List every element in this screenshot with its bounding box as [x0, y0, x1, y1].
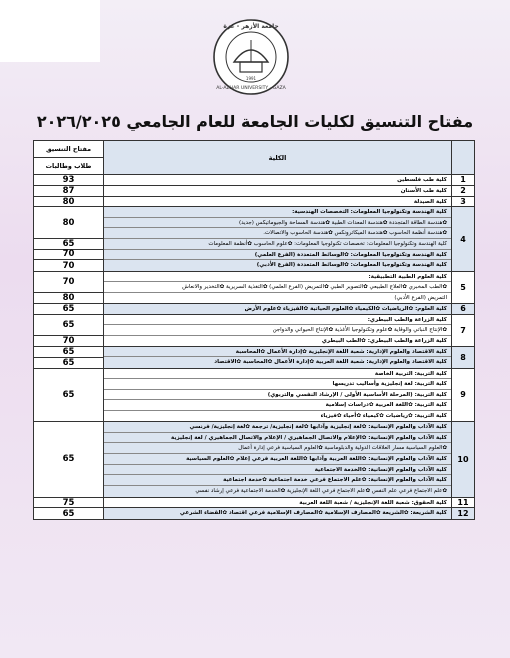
admission-table: [33, 140, 475, 520]
college-cell: [104, 272, 452, 303]
college-line: كلية العلوم الطبية التطبيقية:: [104, 272, 451, 282]
score-value: 70: [62, 260, 75, 271]
score-cell: [34, 186, 104, 196]
college-line: كلية الزراعة والطب البيطري: ✿الطب البيطري: [321, 337, 447, 344]
table-row: [34, 498, 474, 509]
college-line: كلية الاقتصاد والعلوم الإدارية: شعبة اللغة الإنجليزية ✿إدارة الأعمال ✿المحاسبة: [104, 347, 451, 357]
college-line: كلية طب فلسطين: [397, 177, 447, 183]
college-line: كلية الآداب والعلوم الإنسانية: ✿لغة إنجليزية وآدابها ✿لغة إنجليزية/ ترجمة ✿لغة إنجليزية/ فرنسي: [104, 422, 451, 433]
college-cell: [104, 422, 452, 496]
table-row: [34, 508, 474, 519]
table-row: [34, 347, 474, 369]
college-line: كلية العلوم: ✿الرياضيات ✿الكيمياء ✿العلوم الحياتية ✿الفيزياء ✿علوم الأرض: [244, 306, 447, 312]
college-cell: [104, 197, 452, 207]
college-cell: [104, 207, 452, 271]
college-line: كلية الهندسة وتكنولوجيا المعلومات: التخصصات الهندسية:: [104, 207, 451, 218]
score-cell: [34, 422, 104, 496]
row-number: 6: [452, 304, 474, 314]
score-value: 70: [34, 272, 103, 293]
header-college-title: الكلية: [104, 141, 452, 174]
college-cell: [104, 347, 452, 368]
college-line: ✿هندسة أنظمة الحاسوب ✿هندسة الميكاترونكس ✿هندسة الحاسوب والاتصالات.: [104, 228, 451, 239]
college-line: كلية الآداب والعلوم الإنسانية: ✿اللغة العربية وآدابها ✿اللغة العربية فرعي إعلام ✿العلوم السياسية: [104, 454, 451, 465]
page-title: مفتاح التنسيق لكليات الجامعة للعام الجامعي ٢٠٢٦/٢٠٢٥: [36, 112, 474, 131]
table-row: [34, 369, 474, 423]
score-value: 75: [62, 497, 75, 508]
score-value: 70: [62, 335, 75, 346]
college-line: كلية الهندسة وتكنولوجيا المعلومات: ✿الوسائط المتعددة (الفرع الأدبي): [256, 262, 447, 269]
college-line: كلية الآداب والعلوم الإنسانية: ✿الخدمة الاجتماعية: [104, 465, 451, 476]
college-line: كلية التربية: (المرحلة الأساسية الأولى / الإرشاد النفسي والتربوي): [104, 390, 451, 401]
college-cell: [104, 369, 452, 422]
row-number: 9: [460, 390, 466, 400]
college-line: كلية الهندسة وتكنولوجيا المعلومات: ✿الوسائط المتعددة (الفرع العلمي): [104, 250, 451, 261]
college-line: التمريض (الفرع الأدبي): [394, 294, 447, 301]
logo-year: 1991: [245, 76, 257, 81]
row-number: 4: [452, 207, 474, 271]
score-value: 93: [62, 175, 75, 185]
college-line: ✿هندسة الطاقة المتجددة ✿هندسة المعدات الطبية ✿هندسة المساحة والجيوماتيكس (جديد): [104, 218, 451, 229]
header-score-title: مفتاح التنسيق: [34, 141, 103, 158]
college-line: كلية الشريعة: ✿الشريعة ✿المصارف الإسلامية ✿المصارف الإسلامية فرعي اقتصاد ✿القضاء الشرعي: [179, 510, 447, 517]
score-value: 65: [62, 454, 75, 465]
score-value: 65: [62, 389, 75, 400]
corner-patch: [0, 0, 100, 62]
score-value: 87: [62, 185, 75, 196]
row-number: 5: [460, 282, 466, 292]
score-value: 65: [34, 239, 103, 250]
table-row: [34, 304, 474, 315]
score-cell: [34, 508, 104, 519]
college-line: كلية الآداب والعلوم الإنسانية: ✿علم الاجتماع فرعي خدمة اجتماعية ✿خدمة اجتماعية: [104, 475, 451, 486]
table-row: [34, 272, 474, 304]
row-number: 2: [460, 186, 466, 196]
table-row: [34, 422, 474, 497]
college-cell: [104, 508, 452, 519]
table-row: [34, 186, 474, 197]
score-value: 80: [34, 207, 103, 239]
header-score-subtitle: طلاب وطالبات: [45, 162, 92, 170]
college-cell: [104, 175, 452, 185]
logo-english-name: AL-AZHAR UNIVERSITY - GAZA: [216, 86, 286, 91]
college-line: ✿الطب المخبري ✿العلاج الطبيعي ✿التصوير الطبي ✿التمريض (الفرع العلمي) ✿التغذية السريرية ✿التخدير والانعاش: [104, 282, 451, 292]
logo-arabic-name: جامعة الأزهر - غزة: [223, 23, 279, 30]
college-line: كلية الحقوق: شعبة اللغة الإنجليزية / شعبة اللغة العربية: [299, 499, 447, 506]
university-logo: [212, 18, 290, 96]
college-line: كلية التربية: التربية الخاصة: [104, 369, 451, 380]
table-body: [34, 175, 474, 519]
college-cell: [104, 498, 452, 508]
score-cell: [34, 272, 104, 303]
row-number: 10: [452, 422, 474, 496]
score-value: 65: [62, 508, 75, 519]
college-line: كلية التربية: ✿اللغة العربية ✿دراسات إسلامية: [104, 400, 451, 411]
row-number: 7: [460, 325, 466, 335]
college-line: ✿الإنتاج النباتي والوقاية ✿علوم وتكنولوجيا الأغذية ✿الإنتاج الحيواني والدواجن: [104, 325, 451, 335]
college-cell: [104, 304, 452, 314]
table-row: [34, 175, 474, 186]
row-number: 12: [452, 508, 474, 519]
score-value: 80: [62, 196, 75, 207]
college-line: كلية الاقتصاد والعلوم الإدارية: شعبة اللغة العربية ✿إدارة الأعمال ✿المحاسبة ✿الاقتصاد: [214, 359, 447, 366]
row-number: 3: [460, 196, 466, 206]
college-line: كلية الآداب والعلوم الإنسانية: ✿الإعلام والاتصال الجماهيري / الإعلام والاتصال الجماهيري / لغة إنجليزية: [104, 433, 451, 444]
row-number: 1: [460, 175, 466, 185]
college-line: ✿العلوم السياسية مسار العلاقات الدولية والدبلوماسية ✿العلوم السياسية فرعي إدارة أعمال: [104, 443, 451, 454]
score-cell: [34, 369, 104, 422]
score-value: 65: [62, 304, 75, 314]
score-cell: [34, 304, 104, 314]
score-cell: [34, 315, 104, 346]
score-value: 65: [34, 347, 103, 358]
college-line: كلية الزراعة والطب البيطري:: [104, 315, 451, 325]
score-cell: [34, 207, 104, 271]
score-value: 80: [62, 292, 75, 303]
table-row: [34, 207, 474, 272]
college-line: كلية الصيدلة: [413, 198, 447, 205]
header-score-cell: [34, 141, 104, 174]
college-cell: [104, 315, 452, 346]
college-line: كلية الهندسة وتكنولوجيا المعلومات: تخصصات تكنولوجيا المعلومات: ✿علوم الحاسوب ✿أنظمة المعلومات: [104, 239, 451, 250]
college-line: ✿علم الاجتماع فرعي علم النفس ✿علم الاجتماع فرعي اللغة الإنجليزية ✿الخدمة الاجتماعية فرعي إرشاد نفسي: [195, 487, 447, 494]
score-cell: [34, 175, 104, 185]
row-number: 8: [452, 347, 474, 368]
college-cell: [104, 186, 452, 196]
score-cell: [34, 498, 104, 508]
row-number: 11: [457, 497, 469, 507]
score-cell: [34, 347, 104, 368]
table-header: [34, 141, 474, 175]
score-cell: [34, 197, 104, 207]
score-value: 70: [34, 250, 103, 261]
college-line: كلية التربية: ✿رياضيات ✿كيمياء ✿أحياء ✿فيزياء: [320, 412, 447, 419]
score-value: 65: [62, 357, 75, 368]
header-number-cell: [452, 141, 474, 174]
table-row: [34, 315, 474, 347]
college-line: كلية التربية: لغة إنجليزية وأساليب تدريسها: [104, 379, 451, 390]
college-line: كلية طب الأسنان: [400, 187, 447, 194]
table-row: [34, 197, 474, 208]
score-value: 65: [34, 315, 103, 336]
